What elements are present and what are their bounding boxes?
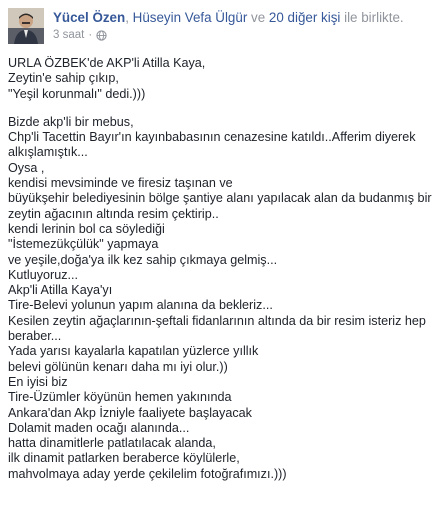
post-text-line: alkışlamıştık... — [8, 145, 88, 160]
post-text-line: Dolamit maden ocağı alanında... — [8, 420, 190, 435]
post-text-line: Kutluyoruz... — [8, 267, 78, 282]
post-text-line: Tire-Belevi yolunun yapım alanına da bekleriz... — [8, 298, 273, 313]
meta-dot: · — [88, 29, 93, 41]
globe-icon[interactable] — [96, 30, 107, 41]
post-text-line: Zeytin'e sahip çıkıp, — [8, 71, 119, 86]
avatar-image — [8, 8, 44, 44]
post-text-line: kendi lerinin bol ca söylediği — [8, 221, 165, 236]
post-text-line: "Yeşil korunmalı" dedi.))) — [8, 86, 146, 101]
post-timestamp[interactable]: 3 saat — [53, 29, 85, 41]
paragraph-gap — [8, 102, 438, 115]
post-text-line: Bizde akp'li bir mebus, — [8, 114, 134, 129]
post-text-line: Tire-Üzümler köyünün hemen yakınında — [8, 390, 232, 405]
post-header-line — [53, 9, 437, 26]
post-text-line: zeytin ağacının altında resim çektirip.. — [8, 206, 219, 221]
header-connector: ve — [251, 10, 266, 25]
author-avatar[interactable] — [8, 8, 44, 44]
post-meta — [53, 28, 437, 42]
post-text-line: beraber... — [8, 329, 62, 344]
post-text-line: Yada yarısı kayalarla kapatılan yüzlerce yıllık — [8, 344, 259, 359]
post-text-line: mahvolmaya aday yerde çekilelim fotoğrafımızı.))) — [8, 466, 287, 481]
author-name-link[interactable]: Yücel Özen — [53, 10, 126, 25]
post-text-line: Oysa , — [8, 160, 45, 175]
tagged-person-link[interactable]: Hüseyin Vefa Ülgür — [132, 10, 248, 25]
post-body — [8, 56, 438, 482]
post-text-line: Ankara'dan Akp İzniyle faaliyete başlayacak — [8, 405, 252, 420]
post-text-line: En iyisi biz — [8, 374, 68, 389]
post-text-line: büyükşehir belediyesinin bölge şantiye alanı yapılacak alan da budanmış bir — [8, 191, 432, 206]
post-text-line: "İstemezükçülük" yapmaya — [8, 237, 159, 252]
post-header — [53, 9, 437, 42]
post-text-line: Chp'li Tacettin Bayır'ın kayınbabasının cenazesine katıldı..Afferim diyerek — [8, 130, 416, 145]
post-text-line: belevi gölünün kenarı daha mı iyi olur.)) — [8, 359, 228, 374]
tagged-others-link[interactable]: 20 diğer kişi — [268, 10, 341, 25]
post-text-line: hatta dinamitlerle patlatılacak alanda, — [8, 436, 216, 451]
header-separator: , — [125, 10, 129, 25]
post-text-line: kendisi mevsiminde ve firesiz taşınan ve — [8, 176, 233, 191]
post-text-line: Kesilen zeytin ağaçlarının-şeftali fidanlarının altında da bir resim isteriz hep — [8, 313, 426, 328]
post-text-line: ve yeşile,doğa'ya ilk kez sahip çıkmaya gelmiş... — [8, 252, 278, 267]
header-suffix: ile birlikte. — [344, 10, 404, 25]
post-text-line: URLA ÖZBEK'de AKP'li Atilla Kaya, — [8, 56, 206, 70]
post-text-line: Akp'li Atilla Kaya'yı — [8, 283, 113, 298]
post-text-line: ilk dinamit patlarken beraberce köylülerle, — [8, 451, 240, 466]
